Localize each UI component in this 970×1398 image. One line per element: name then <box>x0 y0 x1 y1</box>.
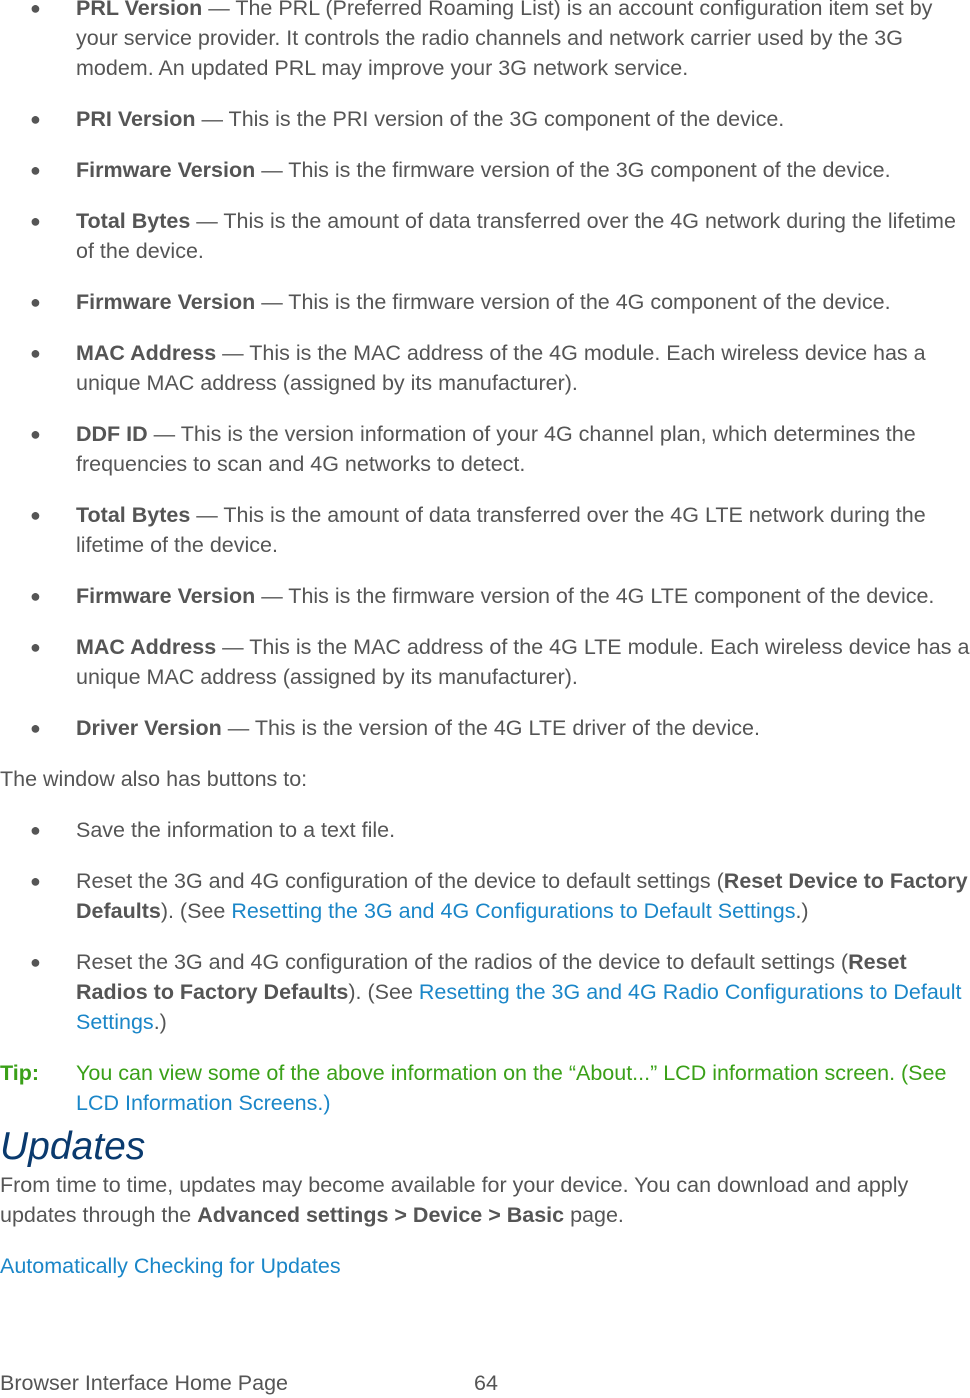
term: Firmware Version <box>76 290 256 314</box>
bullet-icon: ● <box>30 637 41 657</box>
list-item <box>0 206 970 266</box>
list-item <box>0 155 970 185</box>
list-item <box>0 0 970 83</box>
reset-radios-link[interactable]: Resetting the 3G and 4G Radio Configurations to Default Settings <box>76 980 962 1034</box>
description: — This is the amount of data transferred over the 4G LTE network during the lifetime of the device. <box>76 503 926 557</box>
lcd-information-screens-link[interactable]: LCD Information Screens <box>76 1091 318 1115</box>
description: — This is the amount of data transferred over the 4G network during the lifetime of the device. <box>76 209 956 263</box>
ui-label: Reset Radios to Factory Defaults <box>76 950 907 1004</box>
list-item <box>0 866 970 926</box>
term: PRL Version <box>76 0 203 20</box>
window-buttons-intro: The window also has buttons to: <box>0 767 308 791</box>
paragraph-text: page. <box>564 1203 624 1227</box>
subsection-heading: Automatically Checking for Updates <box>0 1254 341 1278</box>
term: DDF ID <box>76 422 148 446</box>
description: ). (See <box>160 899 232 923</box>
ui-label: Reset Device to Factory Defaults <box>76 869 968 923</box>
paragraph-text: From time to time, updates may become available for your device. You can download and apply updates through the <box>0 1173 909 1227</box>
list-item <box>0 104 970 134</box>
term: MAC Address <box>76 635 217 659</box>
section-heading-updates: Updates <box>0 1125 146 1168</box>
list-item <box>0 581 970 611</box>
bullet-icon: ● <box>30 211 41 231</box>
bullet-icon: ● <box>30 343 41 363</box>
bullet-icon: ● <box>30 160 41 180</box>
menu-path: Advanced settings > Device > Basic <box>197 1203 565 1227</box>
list-item <box>0 947 970 1037</box>
term: Firmware Version <box>76 584 256 608</box>
bullet-icon: ● <box>30 820 41 840</box>
description: — This is the MAC address of the 4G LTE module. Each wireless device has a unique MAC address (assigned by its manufacturer). <box>76 635 970 689</box>
updates-paragraph <box>0 1170 970 1230</box>
page-footer <box>0 1368 498 1398</box>
description: .) <box>153 1010 167 1034</box>
bullet-icon: ● <box>30 505 41 525</box>
window-buttons-list <box>0 815 970 1037</box>
page-number: 64 <box>474 1371 498 1395</box>
description: — This is the firmware version of the 4G LTE component of the device. <box>255 584 935 608</box>
bullet-icon: ● <box>30 424 41 444</box>
tip-label: Tip: <box>0 1061 40 1085</box>
list-item <box>0 713 970 743</box>
term: Driver Version <box>76 716 222 740</box>
tip-text-end: .) <box>317 1091 331 1115</box>
footer-section-title: Browser Interface Home Page <box>0 1371 288 1395</box>
list-item <box>0 632 970 692</box>
term: MAC Address <box>76 341 217 365</box>
term: Firmware Version <box>76 158 256 182</box>
bullet-icon: ● <box>30 952 41 972</box>
description: — The PRL (Preferred Roaming List) is an account configuration item set by your service provider. It controls the radio channels and network carrier used by the 3G modem. An updated PRL may improve your 3G network service. <box>76 0 933 80</box>
description: ). (See <box>348 980 419 1004</box>
description: — This is the version of the 4G LTE driver of the device. <box>221 716 760 740</box>
description: — This is the firmware version of the 4G component of the device. <box>255 290 891 314</box>
description: — This is the firmware version of the 3G component of the device. <box>255 158 891 182</box>
description: Save the information to a text file. <box>76 818 396 842</box>
description: Reset the 3G and 4G configuration of the device to default settings ( <box>76 869 724 893</box>
bullet-icon: ● <box>30 871 41 891</box>
list-item <box>0 815 970 845</box>
term: PRI Version <box>76 107 196 131</box>
description: .) <box>795 899 809 923</box>
list-item <box>0 500 970 560</box>
description: — This is the version information of your 4G channel plan, which determines the frequencies to scan and 4G networks to detect. <box>76 422 916 476</box>
tip-text: You can view some of the above information on the “About...” LCD information screen. (See <box>76 1061 947 1085</box>
description: — This is the PRI version of the 3G component of the device. <box>195 107 785 131</box>
term: Total Bytes <box>76 503 191 527</box>
bullet-icon: ● <box>30 586 41 606</box>
tip-note <box>0 1058 970 1118</box>
bullet-icon: ● <box>30 718 41 738</box>
bullet-icon: ● <box>30 0 41 18</box>
list-item <box>0 338 970 398</box>
description: Reset the 3G and 4G configuration of the radios of the device to default settings ( <box>76 950 849 974</box>
list-item <box>0 419 970 479</box>
description: — This is the MAC address of the 4G module. Each wireless device has a unique MAC address (assigned by its manufacturer). <box>76 341 926 395</box>
term: Total Bytes <box>76 209 191 233</box>
bullet-icon: ● <box>30 109 41 129</box>
list-item <box>0 287 970 317</box>
bullet-icon: ● <box>30 292 41 312</box>
reset-device-link[interactable]: Resetting the 3G and 4G Configurations to Default Settings <box>231 899 796 923</box>
